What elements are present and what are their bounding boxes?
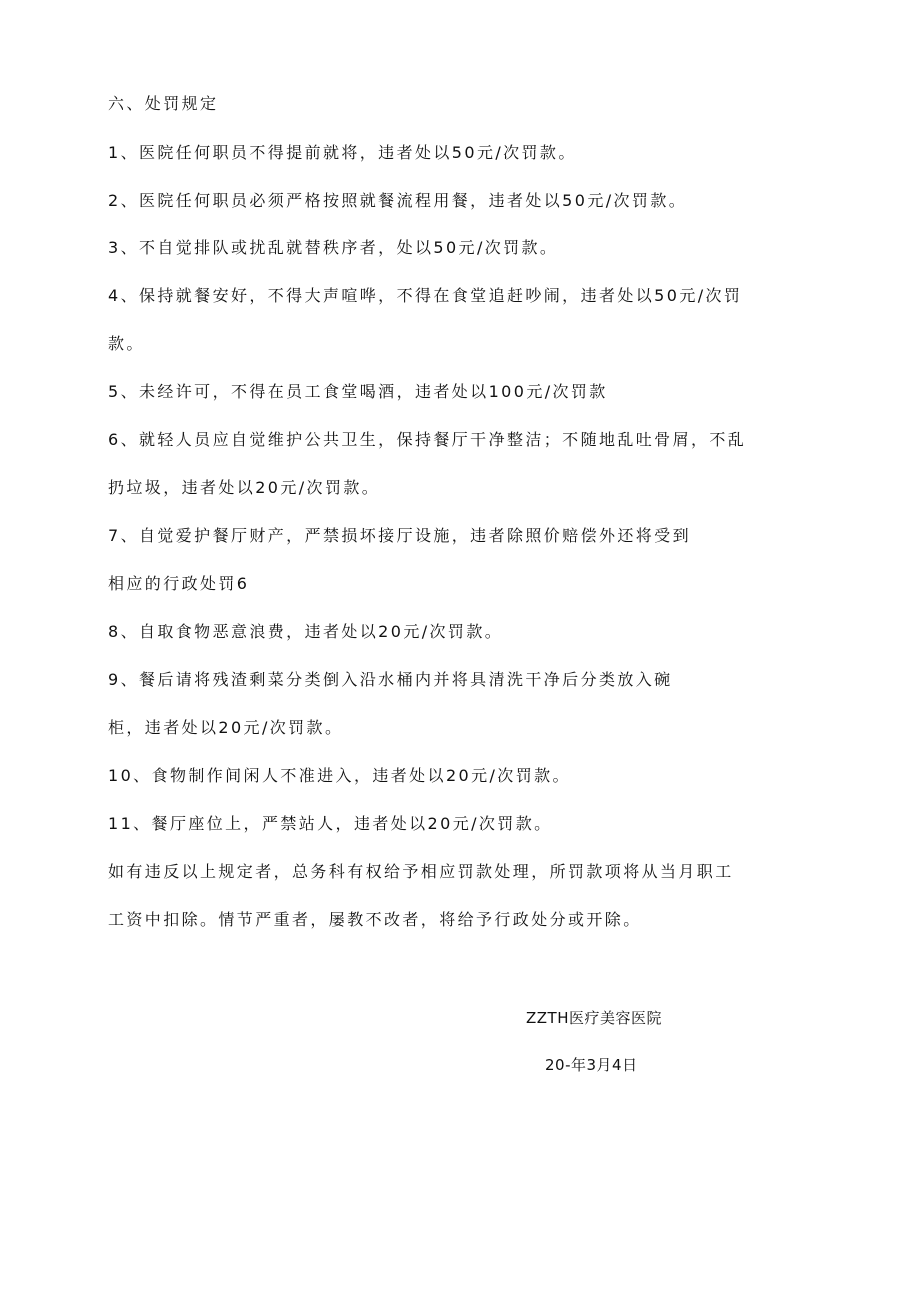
rule-item-7-line-2: 相应的行政处罚6 (108, 574, 250, 593)
rule-item-9-line-2: 柜，违者处以20元/次罚款。 (108, 718, 344, 737)
rule-item-10: 10、食物制作间闲人不准进入，违者处以20元/次罚款。 (108, 766, 571, 785)
rule-item-6-line-2: 扔垃圾，违者处以20元/次罚款。 (108, 478, 381, 497)
signature-date: 20-年3月4日 (545, 1056, 638, 1074)
section-title: 六、处罚规定 (108, 94, 219, 113)
rule-item-6-line-1: 6、就轻人员应自觉维护公共卫生，保持餐厅干净整洁；不随地乱吐骨屑，不乱 (108, 430, 747, 449)
rule-item-7-line-1: 7、自觉爱护餐厅财产，严禁损坏接厅设施，违者除照价赔偿外还将受到 (108, 526, 691, 545)
rule-item-5: 5、未经许可，不得在员工食堂喝酒，违者处以100元/次罚款 (108, 382, 608, 401)
rule-item-3: 3、不自觉排队或扰乱就替秩序者，处以50元/次罚款。 (108, 238, 559, 257)
rule-item-9-line-1: 9、餐后请将残渣剩菜分类倒入沿水桶内并将具清洗干净后分类放入碗 (108, 670, 673, 689)
rule-item-2: 2、医院任何职员必须严格按照就餐流程用餐，违者处以50元/次罚款。 (108, 191, 688, 210)
rule-item-11: 11、餐厅座位上，严禁站人，违者处以20元/次罚款。 (108, 814, 553, 833)
signature-organization: ZZTH医疗美容医院 (526, 1009, 662, 1027)
rule-item-4-line-1: 4、保持就餐安好，不得大声喧哗，不得在食堂追赶吵闹，违者处以50元/次罚 (108, 286, 743, 305)
closing-paragraph-line-2: 工资中扣除。情节严重者，屡教不改者，将给予行政处分或开除。 (108, 910, 642, 929)
rule-item-1: 1、医院任何职员不得提前就将，违者处以50元/次罚款。 (108, 143, 577, 162)
closing-paragraph-line-1: 如有违反以上规定者，总务科有权给予相应罚款处理，所罚款项将从当月职工 (108, 862, 734, 881)
rule-item-8: 8、自取食物恶意浪费，违者处以20元/次罚款。 (108, 622, 504, 641)
rule-item-4-line-2: 款。 (108, 334, 145, 353)
